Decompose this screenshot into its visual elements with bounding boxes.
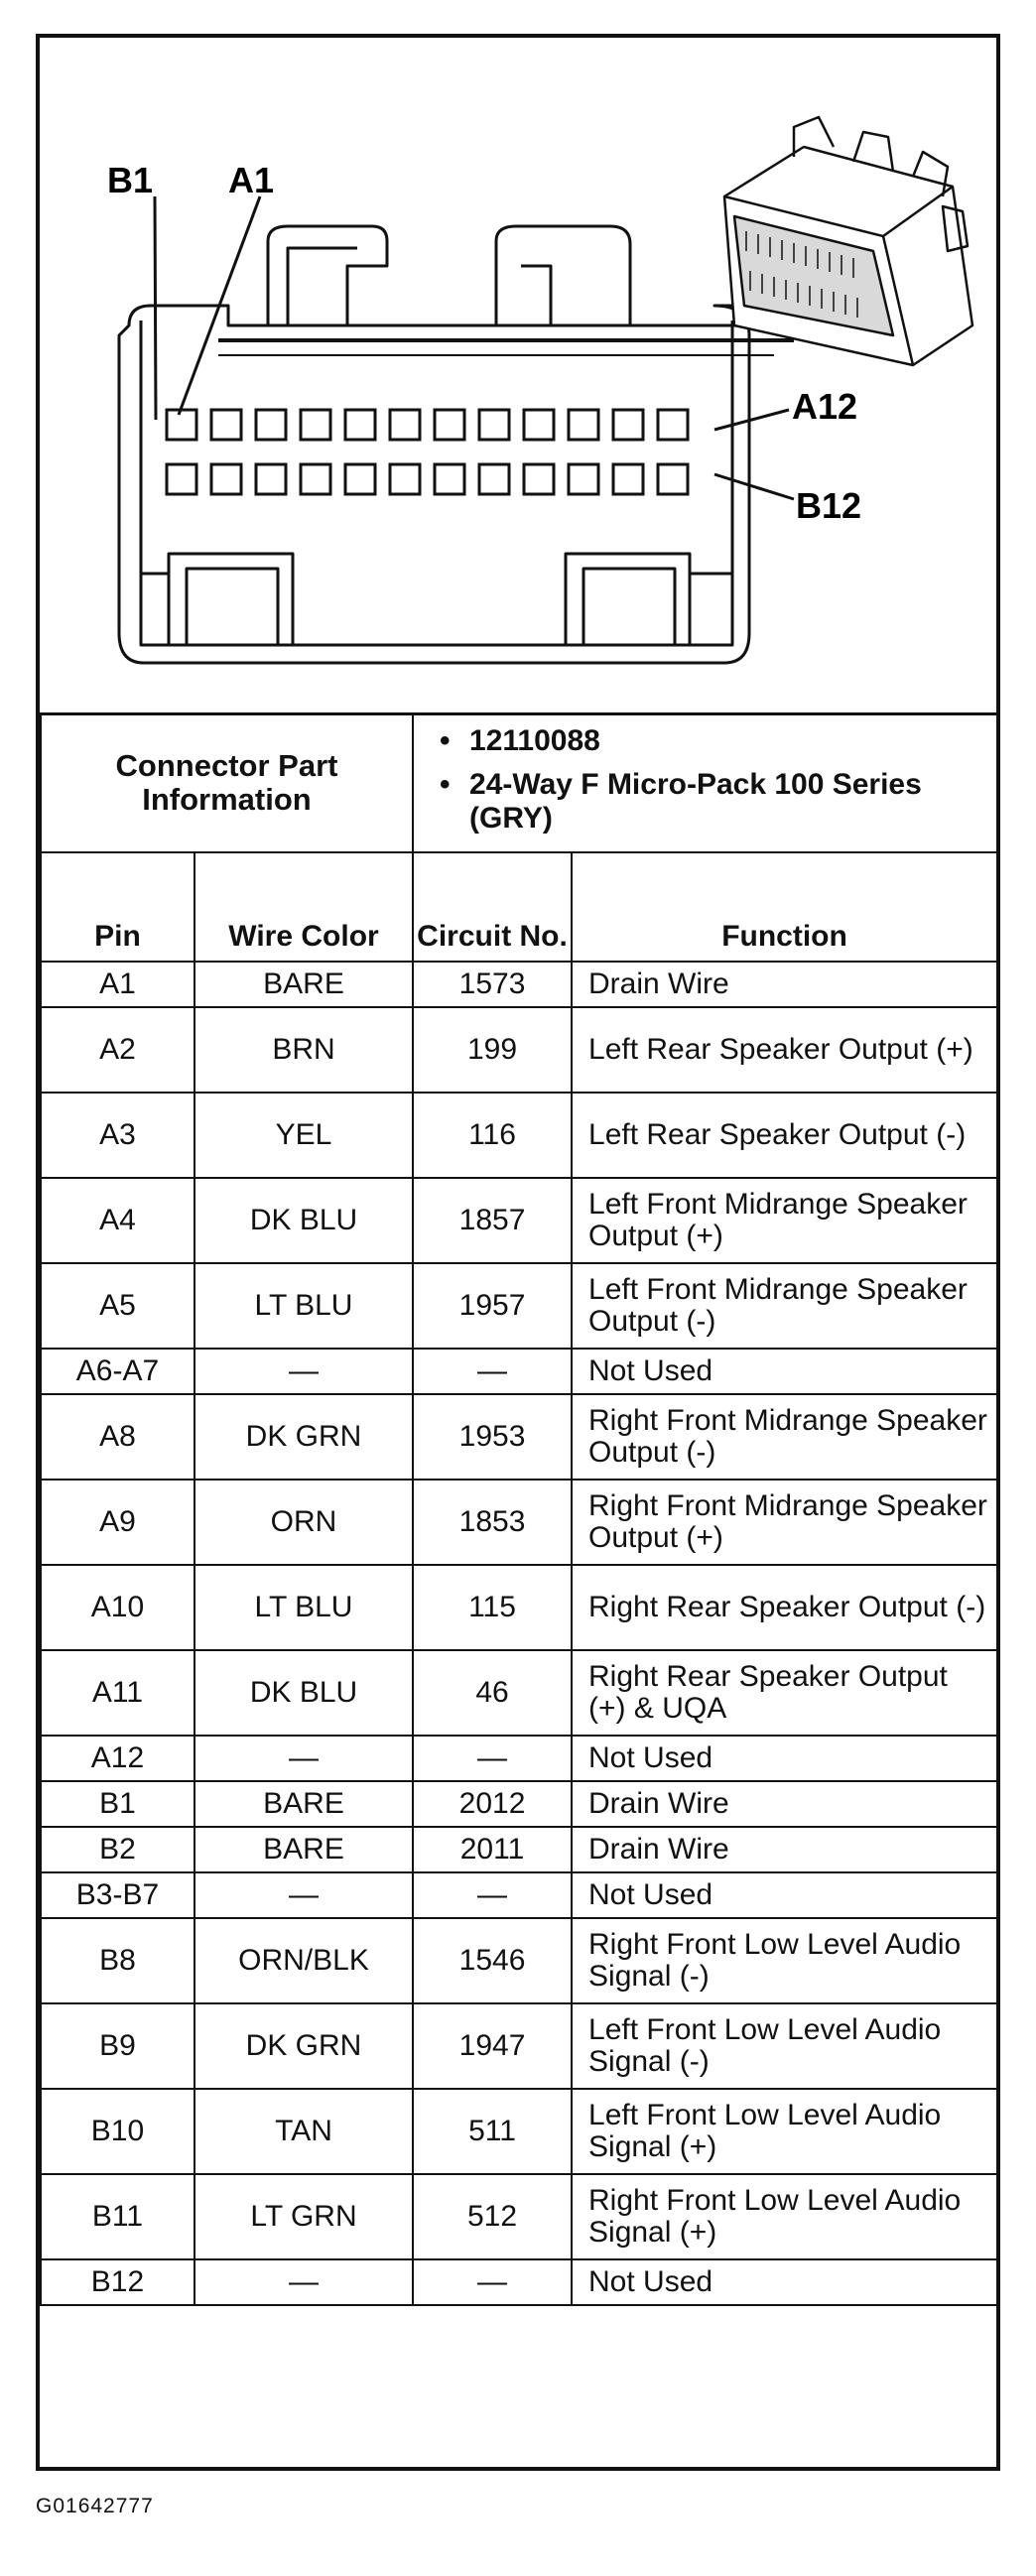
pin-rows	[41, 962, 997, 2305]
table-row	[41, 1263, 997, 1349]
wire-color-cell: BARE	[194, 1781, 413, 1827]
table-row	[41, 2003, 997, 2089]
circuit-cell: 1957	[413, 1263, 572, 1349]
circuit-cell: 115	[413, 1565, 572, 1650]
table-row	[41, 1781, 997, 1827]
header-pin: Pin	[41, 852, 194, 962]
circuit-cell: 1853	[413, 1480, 572, 1565]
connector-diagram	[40, 38, 996, 715]
cavity	[613, 464, 643, 494]
connector-description: • 24-Way F Micro-Pack 100 Series (GRY)	[440, 768, 922, 835]
circuit-cell: —	[413, 1872, 572, 1918]
circuit-cell: 1953	[413, 1394, 572, 1480]
connector-info-label: Connector Part Information	[115, 748, 338, 817]
function-cell: Drain Wire	[572, 1827, 997, 1872]
wire-color-cell: —	[194, 1736, 413, 1781]
function-cell: Right Rear Speaker Output (-)	[572, 1565, 997, 1650]
pin-cell: B2	[41, 1827, 194, 1872]
pin-cell: A4	[41, 1178, 194, 1263]
table-row	[41, 1918, 997, 2003]
cavity	[211, 464, 241, 494]
connector-info-list	[414, 724, 996, 836]
circuit-cell: 116	[413, 1093, 572, 1178]
wire-color-cell: BRN	[194, 1007, 413, 1093]
connector-info-values-cell	[413, 713, 997, 852]
function-cell: Not Used	[572, 2259, 997, 2305]
cavity	[256, 464, 286, 494]
cavity	[390, 410, 420, 440]
b12-leader	[714, 474, 794, 499]
function-cell: Drain Wire	[572, 1781, 997, 1827]
connector-info-row	[41, 713, 997, 852]
cavity	[301, 464, 330, 494]
cavity	[569, 410, 598, 440]
wire-color-cell: DK BLU	[194, 1650, 413, 1736]
a12-leader	[714, 410, 789, 430]
table-row	[41, 1480, 997, 1565]
table-row	[41, 2259, 997, 2305]
circuit-cell: 1857	[413, 1178, 572, 1263]
cavity	[435, 410, 464, 440]
table-row	[41, 1007, 997, 1093]
cavity	[613, 410, 643, 440]
table-header-row	[41, 852, 997, 962]
cavity	[390, 464, 420, 494]
function-cell: Left Front Low Level Audio Signal (-)	[572, 2003, 997, 2089]
table-row	[41, 2089, 997, 2174]
wire-color-cell: TAN	[194, 2089, 413, 2174]
left-latch	[268, 226, 387, 325]
pin-cell: B1	[41, 1781, 194, 1827]
cavity	[345, 464, 375, 494]
header-function: Function	[572, 852, 997, 962]
connector-sheet	[36, 34, 1000, 2471]
wire-color-cell: BARE	[194, 1827, 413, 1872]
header-wire-color: Wire Color	[194, 852, 413, 962]
table-row	[41, 962, 997, 1007]
function-cell: Right Rear Speaker Output (+) & UQA	[572, 1650, 997, 1736]
function-cell: Left Rear Speaker Output (-)	[572, 1093, 997, 1178]
bullet-icon: •	[440, 768, 451, 801]
figure-id: G01642777	[36, 2495, 154, 2517]
function-cell: Left Front Midrange Speaker Output (+)	[572, 1178, 997, 1263]
cavity	[658, 464, 688, 494]
pin-cell: A5	[41, 1263, 194, 1349]
circuit-cell: 46	[413, 1650, 572, 1736]
cavity	[211, 410, 241, 440]
circuit-cell: 2012	[413, 1781, 572, 1827]
callout-a12: A12	[792, 386, 858, 427]
wire-color-cell: —	[194, 1872, 413, 1918]
cavity	[167, 410, 196, 440]
wire-color-cell: —	[194, 1349, 413, 1394]
cavity	[167, 464, 196, 494]
function-cell: Left Front Midrange Speaker Output (-)	[572, 1263, 997, 1349]
connector-face-illustration	[40, 38, 996, 712]
circuit-cell: 1947	[413, 2003, 572, 2089]
bullet-icon: •	[440, 724, 451, 757]
wire-color-cell: DK BLU	[194, 1178, 413, 1263]
pin-cell: B9	[41, 2003, 194, 2089]
connector-3d-view	[724, 117, 972, 365]
callout-a1: A1	[228, 160, 275, 200]
cavity	[256, 410, 286, 440]
pin-cell: A8	[41, 1394, 194, 1480]
cavity	[479, 410, 509, 440]
table-row	[41, 1093, 997, 1178]
function-cell: Right Front Low Level Audio Signal (-)	[572, 1918, 997, 2003]
function-cell: Left Rear Speaker Output (+)	[572, 1007, 997, 1093]
pin-cell: A12	[41, 1736, 194, 1781]
wire-color-cell: LT BLU	[194, 1263, 413, 1349]
cavity	[479, 464, 509, 494]
table-row	[41, 1650, 997, 1736]
circuit-cell: 512	[413, 2174, 572, 2259]
pin-cell: A6-A7	[41, 1349, 194, 1394]
function-cell: Left Front Low Level Audio Signal (+)	[572, 2089, 997, 2174]
function-cell: Drain Wire	[572, 962, 997, 1007]
table-row	[41, 2174, 997, 2259]
table-row	[41, 1872, 997, 1918]
b1-leader	[155, 196, 156, 420]
circuit-cell: 199	[413, 1007, 572, 1093]
cavity	[301, 410, 330, 440]
circuit-cell: 511	[413, 2089, 572, 2174]
cavity-grid	[167, 410, 688, 494]
pin-cell: A2	[41, 1007, 194, 1093]
pinout-table	[40, 712, 998, 2306]
pin-cell: B10	[41, 2089, 194, 2174]
table-row	[41, 1394, 997, 1480]
callout-b12: B12	[796, 485, 862, 526]
circuit-cell: —	[413, 1349, 572, 1394]
function-cell: Right Front Midrange Speaker Output (-)	[572, 1394, 997, 1480]
wire-color-cell: ORN/BLK	[194, 1918, 413, 2003]
connector-part-number: • 12110088	[440, 724, 600, 757]
pin-cell: A11	[41, 1650, 194, 1736]
table-row	[41, 1565, 997, 1650]
circuit-cell: —	[413, 1736, 572, 1781]
wire-color-cell: BARE	[194, 962, 413, 1007]
table-row	[41, 1736, 997, 1781]
pin-cell: A1	[41, 962, 194, 1007]
cavity	[435, 464, 464, 494]
table-row	[41, 1349, 997, 1394]
cavity	[524, 464, 554, 494]
cavity	[524, 410, 554, 440]
circuit-cell: —	[413, 2259, 572, 2305]
wire-color-cell: DK GRN	[194, 1394, 413, 1480]
function-cell: Not Used	[572, 1872, 997, 1918]
pin-cell: A3	[41, 1093, 194, 1178]
pin-cell: B12	[41, 2259, 194, 2305]
wire-color-cell: YEL	[194, 1093, 413, 1178]
connector-info-label-cell	[41, 713, 413, 852]
callout-b1: B1	[107, 160, 154, 200]
wire-color-cell: DK GRN	[194, 2003, 413, 2089]
circuit-cell: 1573	[413, 962, 572, 1007]
pin-cell: B11	[41, 2174, 194, 2259]
cavity	[658, 410, 688, 440]
pin-cell: A9	[41, 1480, 194, 1565]
function-cell: Not Used	[572, 1736, 997, 1781]
table-row	[41, 1178, 997, 1263]
wire-color-cell: LT GRN	[194, 2174, 413, 2259]
pin-cell: B8	[41, 1918, 194, 2003]
circuit-cell: 1546	[413, 1918, 572, 2003]
function-cell: Right Front Low Level Audio Signal (+)	[572, 2174, 997, 2259]
function-cell: Not Used	[572, 1349, 997, 1394]
wire-color-cell: ORN	[194, 1480, 413, 1565]
cavity	[345, 410, 375, 440]
function-cell: Right Front Midrange Speaker Output (+)	[572, 1480, 997, 1565]
cavity	[569, 464, 598, 494]
right-latch	[496, 226, 630, 325]
table-row	[41, 1827, 997, 1872]
header-circuit-no: Circuit No.	[413, 852, 572, 962]
pin-cell: A10	[41, 1565, 194, 1650]
pin-cell: B3-B7	[41, 1872, 194, 1918]
circuit-cell: 2011	[413, 1827, 572, 1872]
wire-color-cell: —	[194, 2259, 413, 2305]
wire-color-cell: LT BLU	[194, 1565, 413, 1650]
